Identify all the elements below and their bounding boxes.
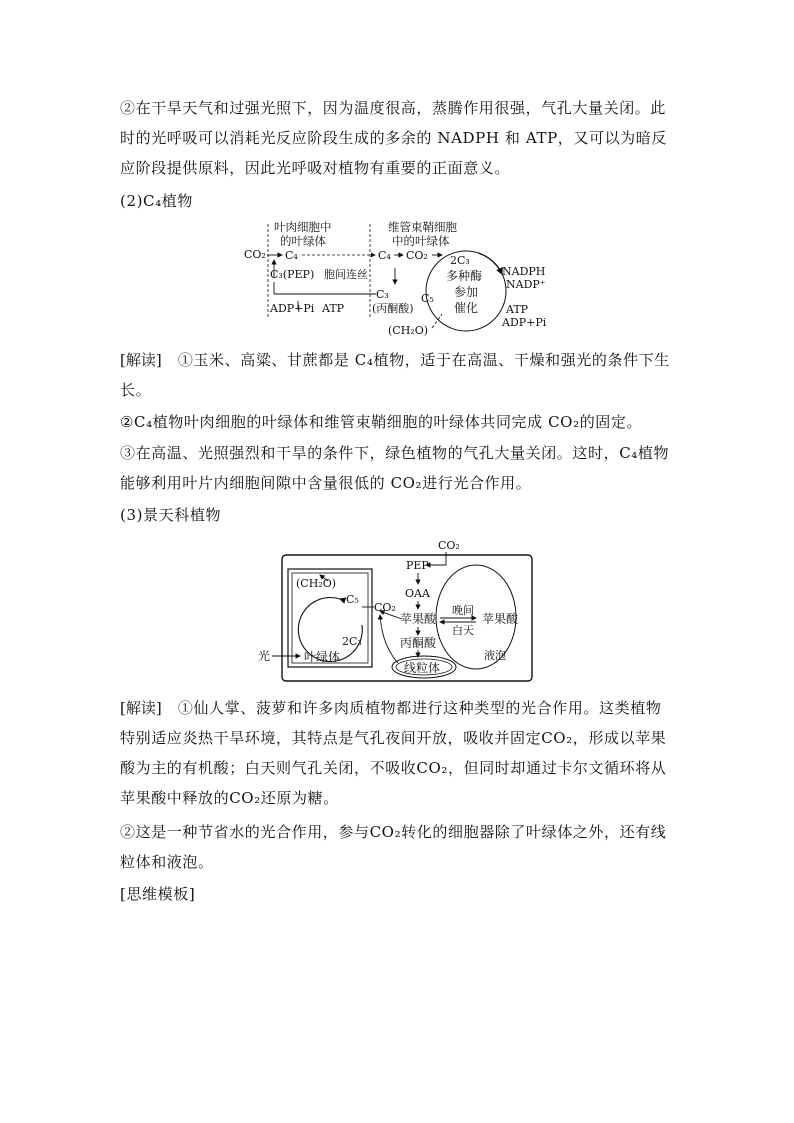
atp-label: ATP [506, 303, 529, 316]
co2-label: CO₂ [244, 248, 266, 261]
reading-c4-2: ②C₄植物叶肉细胞的叶绿体和维管束鞘细胞的叶绿体共同完成 CO₂的固定。 [120, 413, 643, 431]
arrow [432, 314, 442, 328]
heading-cam-plants: (3)景天科植物 [120, 506, 222, 524]
two-c3-label: 2C₃ [450, 254, 470, 267]
c4-label: C₄ [285, 249, 298, 262]
adp-pi-label: ADP+Pi [270, 302, 315, 315]
plasmodesmata-label: 胞间连丝 [324, 268, 368, 281]
nadph-label: NADPH [502, 265, 546, 278]
reading-text: ①玉米、高粱、甘蔗都是 C₄植物，适于在高温、干燥和强光的条件下生长。 [120, 351, 670, 399]
arrow [380, 615, 398, 663]
reading-c4-1 [120, 345, 675, 405]
co2-label: CO₂ [438, 539, 460, 552]
pyruvate-label: (丙酮酸) [372, 302, 414, 315]
oaa-label: OAA [405, 587, 430, 600]
chloroplast-label: 叶绿体 [304, 650, 341, 664]
two-c3-label: 2C₃ [342, 635, 362, 648]
c3-pep-label: C₃(PEP) [270, 268, 315, 281]
c4-label: C₄ [378, 249, 391, 262]
c5-label: C₅ [346, 593, 359, 606]
adp-pi-label: ADP+Pi [502, 316, 547, 329]
atp-label: ATP [322, 302, 345, 315]
pep-label: PEP [406, 559, 429, 572]
heading-thinking-template: [思维模板] [120, 885, 196, 903]
night-label: 晚间 [452, 604, 474, 617]
c4-pathway-diagram [240, 218, 560, 340]
bundle-sheath-label: 中的叶绿体 [392, 234, 450, 248]
reading-tag: [解读] [120, 699, 162, 717]
malate-label: 苹果酸 [482, 612, 519, 626]
bundle-sheath-label: 维管束鞘细胞 [388, 220, 457, 234]
mitochondria-label: 线粒体 [404, 661, 441, 675]
reading-cam-1 [120, 693, 675, 813]
paragraph-photorespiration: ②在干旱天气和过强光照下，因为温度很高，蒸腾作用很强，气孔大量关闭。此时的光呼吸可以消耗光反应阶段生成的多余的 NADPH 和 ATP，又可以为暗反应阶段提供原料，因此光呼吸对植物有重要的正面意义。 [120, 99, 667, 177]
nadp-label: NADP⁺ [506, 278, 546, 291]
light-label: 光 [258, 649, 271, 663]
enzyme-label: 多种酶 [446, 269, 483, 283]
heading-c4-plants: (2)C₄植物 [120, 192, 193, 210]
c3-label: C₃ [376, 288, 389, 301]
co2-label: CO₂ [374, 601, 396, 614]
pyruvate-label: 丙酮酸 [400, 636, 437, 650]
arrow [426, 552, 446, 565]
ch2o-label: (CH₂O) [296, 577, 337, 590]
reading-cam-2: ②这是一种节省水的光合作用，参与CO₂转化的细胞器除了叶绿体之外，还有线粒体和液泡。 [120, 823, 667, 871]
mesophyll-label: 叶肉细胞中 [274, 220, 332, 234]
co2-label: CO₂ [406, 249, 428, 262]
vacuole-label: 液泡 [484, 649, 506, 662]
mesophyll-label: 的叶绿体 [280, 234, 326, 248]
malate-label: 苹果酸 [400, 612, 437, 626]
c5-label: C₅ [421, 292, 434, 305]
day-label: 白天 [452, 624, 474, 637]
cam-pathway-diagram [256, 535, 536, 685]
ch2o-label: (CH₂O) [388, 324, 429, 337]
reading-tag: [解读] [120, 351, 162, 369]
reading-text: ①仙人掌、菠萝和许多肉质植物都进行这种类型的光合作用。这类植物特别适应炎热干旱环境，其特点是气孔夜间开放，吸收并固定CO₂，形成以苹果酸为主的有机酸；白天则气孔关闭，不吸收CO₂，但同时却通过卡尔文循环将从苹果酸中释放的CO₂还原为糖。 [120, 699, 667, 807]
reading-c4-3: ③在高温、光照强烈和干旱的条件下，绿色植物的气孔大量关闭。这时，C₄植物能够利用叶片内细胞间隙中含量很低的 CO₂进行光合作用。 [120, 444, 670, 492]
enzyme-label: 催化 [454, 301, 479, 315]
enzyme-label: 参加 [454, 285, 479, 299]
